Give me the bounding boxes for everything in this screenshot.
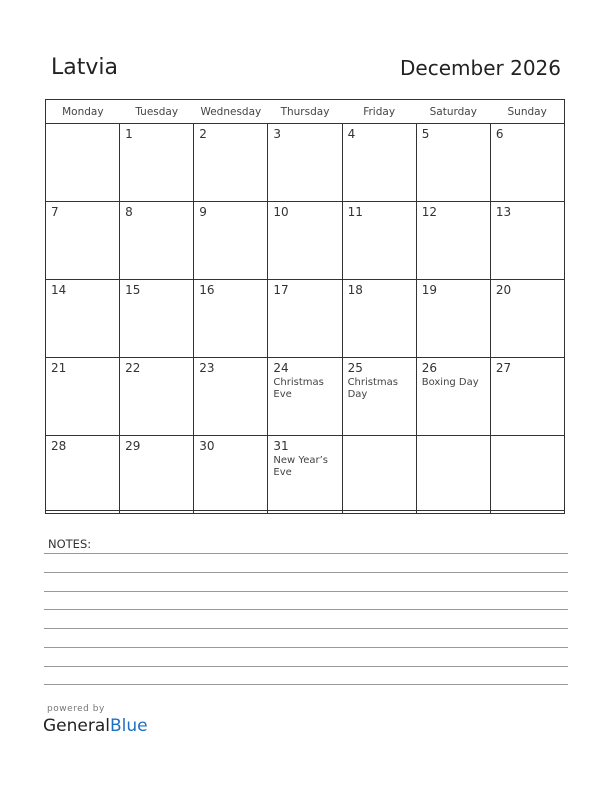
day-number: 8 bbox=[125, 205, 133, 219]
day-cell bbox=[416, 202, 490, 280]
day-cell bbox=[46, 358, 120, 436]
weekday-header-row bbox=[46, 100, 565, 124]
day-number: 28 bbox=[51, 439, 67, 453]
day-cell bbox=[120, 280, 194, 358]
month-year-title: December 2026 bbox=[400, 56, 561, 80]
holiday-label: Christmas Day bbox=[347, 377, 398, 400]
day-number: 3 bbox=[273, 127, 282, 141]
day-cell bbox=[342, 124, 416, 202]
weekday-thursday: Thursday bbox=[268, 100, 342, 124]
day-number: 10 bbox=[273, 205, 289, 219]
day-cell bbox=[46, 280, 120, 358]
note-line bbox=[44, 684, 568, 685]
day-cell bbox=[120, 436, 194, 514]
day-cell bbox=[416, 280, 490, 358]
day-cell bbox=[46, 124, 120, 202]
day-cell bbox=[416, 358, 490, 436]
day-cell bbox=[268, 358, 342, 436]
note-line bbox=[44, 591, 568, 592]
day-cell bbox=[194, 436, 268, 514]
country-title: Latvia bbox=[51, 55, 118, 80]
day-number: 13 bbox=[495, 205, 512, 219]
calendar-body bbox=[46, 124, 565, 514]
day-number: 31 bbox=[273, 439, 289, 453]
note-line bbox=[44, 609, 568, 610]
powered-by-text: powered by bbox=[47, 704, 105, 714]
day-cell bbox=[490, 124, 564, 202]
day-cell bbox=[416, 436, 490, 514]
day-cell bbox=[268, 202, 342, 280]
day-cell bbox=[194, 280, 268, 358]
day-cell bbox=[490, 436, 564, 514]
day-number: 6 bbox=[495, 127, 504, 141]
day-cell bbox=[490, 280, 564, 358]
day-number: 29 bbox=[125, 439, 141, 453]
holiday-label: Christmas Eve bbox=[273, 377, 324, 400]
day-cell bbox=[342, 280, 416, 358]
day-cell bbox=[490, 202, 564, 280]
note-line bbox=[44, 647, 568, 648]
day-number bbox=[417, 436, 490, 440]
calendar-week-row bbox=[46, 202, 565, 280]
day-number: 4 bbox=[347, 127, 356, 141]
day-number: 14 bbox=[51, 283, 67, 297]
logo-blue: Blue bbox=[110, 716, 148, 736]
day-number: 15 bbox=[125, 283, 141, 297]
day-number: 7 bbox=[51, 205, 59, 219]
day-number: 27 bbox=[495, 361, 512, 375]
day-number: 26 bbox=[421, 361, 437, 375]
day-number: 18 bbox=[347, 283, 363, 297]
day-cell bbox=[268, 280, 342, 358]
calendar-week-row bbox=[46, 124, 565, 202]
day-number: 11 bbox=[347, 205, 363, 219]
day-cell bbox=[490, 358, 564, 436]
day-cell bbox=[120, 202, 194, 280]
weekday-tuesday: Tuesday bbox=[120, 100, 194, 124]
day-number: 1 bbox=[125, 127, 133, 141]
day-cell bbox=[416, 124, 490, 202]
day-cell bbox=[120, 124, 194, 202]
day-number: 21 bbox=[51, 361, 67, 375]
day-number: 12 bbox=[421, 205, 437, 219]
calendar-week-row bbox=[46, 436, 565, 514]
day-number: 16 bbox=[199, 283, 215, 297]
day-number: 30 bbox=[199, 439, 215, 453]
holiday-label: New Year’s Eve bbox=[273, 455, 328, 478]
weekday-sunday: Sunday bbox=[490, 100, 564, 124]
day-cell bbox=[342, 436, 416, 514]
day-number: 22 bbox=[125, 361, 141, 375]
day-cell bbox=[46, 202, 120, 280]
day-number: 24 bbox=[273, 361, 289, 375]
day-cell bbox=[194, 202, 268, 280]
note-line bbox=[44, 553, 568, 554]
weekday-monday: Monday bbox=[46, 100, 120, 124]
day-number bbox=[343, 436, 416, 440]
day-number: 9 bbox=[199, 205, 207, 219]
logo-general: General bbox=[43, 716, 110, 736]
generalblue-logo bbox=[43, 716, 148, 736]
day-cell bbox=[46, 436, 120, 514]
note-line bbox=[44, 628, 568, 629]
day-number bbox=[46, 124, 119, 128]
day-number: 23 bbox=[199, 361, 215, 375]
day-cell bbox=[268, 124, 342, 202]
day-number: 20 bbox=[495, 283, 512, 297]
day-cell bbox=[194, 358, 268, 436]
weekday-friday: Friday bbox=[342, 100, 416, 124]
note-line bbox=[44, 572, 568, 573]
day-number bbox=[491, 436, 564, 440]
day-cell bbox=[268, 436, 342, 514]
weekday-saturday: Saturday bbox=[416, 100, 490, 124]
holiday-label: Boxing Day bbox=[421, 377, 479, 388]
day-cell bbox=[120, 358, 194, 436]
day-number: 25 bbox=[347, 361, 363, 375]
note-line bbox=[44, 666, 568, 667]
day-cell bbox=[342, 202, 416, 280]
notes-label: NOTES: bbox=[48, 537, 92, 551]
day-cell bbox=[194, 124, 268, 202]
calendar-week-row bbox=[46, 358, 565, 436]
day-number: 5 bbox=[421, 127, 430, 141]
day-cell bbox=[342, 358, 416, 436]
calendar-grid bbox=[45, 99, 565, 514]
day-number: 2 bbox=[199, 127, 207, 141]
weekday-wednesday: Wednesday bbox=[194, 100, 268, 124]
day-number: 19 bbox=[421, 283, 437, 297]
day-number: 17 bbox=[273, 283, 289, 297]
calendar-week-row bbox=[46, 280, 565, 358]
